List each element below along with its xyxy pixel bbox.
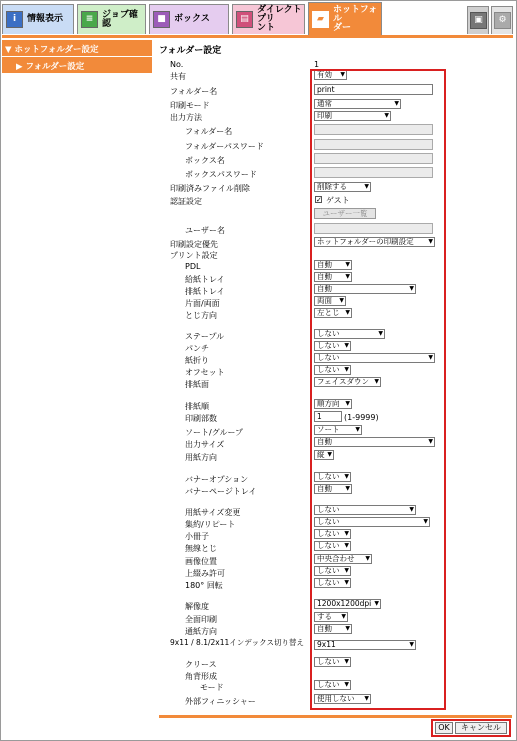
share-select[interactable]: 有効 ▼ — [314, 70, 347, 80]
rotate-select[interactable]: しない ▼ — [314, 578, 351, 588]
finisher-select[interactable]: 使用しない ▼ — [314, 694, 371, 704]
sidebar-section-hot-folder[interactable]: ▼ ホットフォルダー設定 — [2, 40, 152, 56]
print-mode-label: 印刷モード — [170, 101, 210, 110]
copies-range: (1-9999) — [344, 413, 379, 422]
chevron-down-icon: ▼ — [344, 658, 349, 665]
print-mode-select[interactable]: 通常 ▼ — [314, 99, 401, 109]
tab-direct-print[interactable] — [232, 4, 305, 34]
size-select[interactable]: 自動 ▼ — [314, 437, 435, 447]
user-list-button[interactable]: ユーザー一覧 — [314, 208, 376, 219]
chevron-down-icon: ▼ — [378, 330, 383, 337]
resolution-select[interactable]: 1200x1200dpi ▼ — [314, 599, 381, 609]
feed-direction-select[interactable]: 自動 ▼ — [314, 624, 352, 634]
direct-print-icon: ▤ — [236, 11, 253, 28]
sort-label: ソート/グループ — [185, 428, 244, 437]
out-tray-select[interactable]: 自動 ▼ — [314, 284, 416, 294]
chevron-down-icon: ▼ — [344, 681, 349, 688]
no-value: 1 — [314, 60, 320, 69]
chevron-down-icon: ▼ — [428, 438, 433, 445]
chevron-down-icon: ▼ — [345, 273, 350, 280]
fullbleed-select[interactable]: する ▼ — [314, 612, 348, 622]
chevron-down-icon: ▼ — [345, 485, 350, 492]
chevron-down-icon: ▼ — [344, 366, 349, 373]
chevron-down-icon: ▼ — [345, 625, 350, 632]
sort-select[interactable]: ソート ▼ — [314, 425, 362, 435]
duplex-select[interactable]: 両面 ▼ — [314, 296, 346, 306]
pdl-label: PDL — [185, 262, 201, 271]
folder-name-label: フォルダー名 — [170, 87, 218, 96]
resolution-label: 解像度 — [185, 602, 209, 611]
chevron-down-icon: ▼ — [327, 451, 332, 458]
banner-label: バナーオプション — [185, 475, 249, 484]
chevron-down-icon: ▼ — [344, 530, 349, 537]
chevron-down-icon: ▼ — [344, 579, 349, 586]
booklet-select[interactable]: しない ▼ — [314, 529, 351, 539]
crease-label: クリース — [185, 660, 217, 669]
staple-select[interactable]: しない ▼ — [314, 329, 385, 339]
auth-label: 認証設定 — [170, 197, 202, 206]
tab-label: ボックス — [174, 14, 210, 24]
delete-label: 印刷済みファイル削除 — [170, 184, 250, 193]
chevron-down-icon: ▼ — [374, 378, 379, 385]
staple-label: ステープル — [185, 332, 225, 341]
fullbleed-label: 全面印刷 — [185, 615, 217, 624]
duplex-label: 片面/両面 — [185, 299, 220, 308]
chevron-down-icon: ▼ — [384, 112, 389, 119]
chevron-down-icon: ▼ — [428, 354, 433, 361]
tab-info[interactable] — [2, 4, 74, 34]
copies-input[interactable]: 1 — [314, 411, 342, 422]
rotate-label: 180° 回転 — [185, 581, 223, 590]
binding-select[interactable]: 左とじ ▼ — [314, 308, 352, 318]
feed-direction-label: 通紙方向 — [185, 627, 217, 636]
guest-label: ゲスト — [326, 196, 350, 205]
settings-icon: ⚙ — [494, 12, 511, 29]
out-tray-label: 排紙トレイ — [185, 287, 225, 296]
out-box-password-label: ボックスパスワード — [185, 170, 257, 179]
ok-button[interactable]: OK — [435, 722, 453, 734]
image-position-select[interactable]: 中央合わせ ▼ — [314, 554, 372, 564]
tab-label: ホットフォル ダー — [333, 4, 378, 33]
chevron-down-icon: ▼ — [355, 426, 360, 433]
face-select[interactable]: フェイスダウン ▼ — [314, 377, 381, 387]
overwrite-select[interactable]: しない ▼ — [314, 566, 351, 576]
priority-select[interactable]: ホットフォルダーの印刷設定 ▼ — [314, 237, 435, 247]
chevron-down-icon: ▼ — [340, 71, 345, 78]
paper-change-select[interactable]: しない ▼ — [314, 505, 416, 515]
tab-bar — [2, 2, 513, 35]
out-folder-name-label: フォルダー名 — [185, 127, 233, 136]
chevron-down-icon: ▼ — [344, 567, 349, 574]
nogap-select[interactable]: しない ▼ — [314, 541, 351, 551]
corner-mode-select[interactable]: しない ▼ — [314, 680, 351, 690]
booklet-label: 小冊子 — [185, 532, 209, 541]
feed-tray-select[interactable]: 自動 ▼ — [314, 272, 352, 282]
chevron-down-icon: ▼ — [428, 238, 433, 245]
punch-label: パンチ — [185, 344, 209, 353]
chevron-down-icon: ▼ — [409, 506, 414, 513]
hot-folder-icon: ▰ — [312, 11, 329, 28]
tab-label: ジョブ確認 — [102, 9, 138, 29]
out-folder-password-label: フォルダーパスワード — [185, 142, 264, 151]
job-icon: ≡ — [81, 11, 98, 28]
output-method-label: 出力方法 — [170, 113, 202, 122]
tab-box[interactable] — [149, 4, 229, 34]
tab-underline — [2, 35, 513, 38]
tab-label: ダイレクトプリ ント — [257, 5, 302, 33]
info-icon: i — [6, 11, 23, 28]
share-label: 共有 — [170, 72, 186, 81]
footer-line — [159, 715, 512, 718]
offset-label: オフセット — [185, 368, 225, 377]
banner-tray-label: バナーページトレイ — [185, 487, 257, 496]
corner-mode-label: モード — [200, 683, 224, 692]
no-label: No. — [170, 60, 184, 69]
tab-extra-1[interactable] — [467, 6, 489, 34]
paper-change-label: 用紙サイズ変更 — [185, 508, 241, 517]
chevron-down-icon: ▼ — [364, 695, 369, 702]
feed-tray-label: 給紙トレイ — [185, 275, 225, 284]
fold-select[interactable]: しない ▼ — [314, 353, 435, 363]
nogap-label: 無線とじ — [185, 544, 217, 553]
chevron-down-icon: ▼ — [409, 285, 414, 292]
finisher-label: 外部フィニッシャー — [185, 697, 256, 706]
face-label: 排紙面 — [185, 380, 209, 389]
page-title: フォルダー設定 — [159, 46, 222, 56]
chevron-down-icon: ▼ — [409, 641, 414, 648]
size-label: 出力サイズ — [185, 440, 225, 449]
chevron-down-icon: ▼ — [365, 555, 370, 562]
tab-job-check[interactable] — [77, 4, 146, 34]
crease-select[interactable]: しない ▼ — [314, 657, 351, 667]
index-label: 9x11 / 8.1/2x11インデックス切り替え — [170, 638, 305, 647]
fold-label: 紙折り — [185, 356, 209, 365]
binding-label: とじ方向 — [185, 311, 217, 320]
chevron-down-icon: ▼ — [345, 400, 350, 407]
highlight-box-values — [310, 69, 446, 710]
nup-select[interactable]: しない ▼ — [314, 517, 430, 527]
chevron-down-icon: ▼ — [394, 100, 399, 107]
delete-select[interactable]: 削除する ▼ — [314, 182, 371, 192]
offset-select[interactable]: しない ▼ — [314, 365, 351, 375]
guest-checkbox[interactable]: ✓ — [316, 196, 322, 204]
tab-hot-folder[interactable] — [308, 2, 382, 35]
index-select[interactable]: 9x11 ▼ — [314, 640, 416, 650]
image-position-label: 画像位置 — [185, 557, 217, 566]
chevron-down-icon: ▼ — [364, 183, 369, 190]
chevron-down-icon: ▼ — [339, 297, 344, 304]
chevron-down-icon: ▼ — [341, 613, 346, 620]
out-box-name-label: ボックス名 — [185, 156, 225, 165]
orient-label: 用紙方向 — [185, 453, 217, 462]
chevron-down-icon: ▼ — [344, 473, 349, 480]
copies-label: 印刷部数 — [185, 414, 217, 423]
folder-name-input[interactable]: print — [314, 84, 433, 95]
corner-label: 角背形成 — [185, 672, 217, 681]
chevron-down-icon: ▼ — [374, 600, 379, 607]
orient-select[interactable]: 縦 ▼ — [314, 450, 334, 460]
pdl-select[interactable]: 自動 ▼ — [314, 260, 352, 270]
chevron-down-icon: ▼ — [345, 309, 350, 316]
chevron-down-icon: ▼ — [345, 261, 350, 268]
sidebar-item-folder-settings[interactable]: ▶ フォルダー設定 — [2, 57, 152, 73]
chevron-down-icon: ▼ — [344, 542, 349, 549]
print-settings-label: プリント設定 — [170, 251, 218, 260]
device-icon: ▣ — [470, 12, 487, 29]
punch-select[interactable]: しない ▼ — [314, 341, 351, 351]
tab-label: 情報表示 — [27, 14, 64, 24]
box-icon: ■ — [153, 11, 170, 28]
nup-label: 集約/リピート — [185, 520, 236, 529]
chevron-down-icon: ▼ — [344, 342, 349, 349]
tab-extra-2[interactable] — [491, 6, 513, 34]
order-label: 排紙順 — [185, 402, 209, 411]
chevron-down-icon: ▼ — [423, 518, 428, 525]
banner-tray-select[interactable]: 自動 ▼ — [314, 484, 352, 494]
banner-select[interactable]: しない ▼ — [314, 472, 351, 482]
priority-label: 印刷設定優先 — [170, 240, 218, 249]
output-method-select[interactable]: 印刷 ▼ — [314, 111, 391, 121]
order-select[interactable]: 順方向 ▼ — [314, 399, 352, 409]
user-name-label: ユーザー名 — [185, 226, 225, 235]
overwrite-label: 上綴み許可 — [185, 569, 225, 578]
cancel-button[interactable]: キャンセル — [455, 722, 507, 734]
